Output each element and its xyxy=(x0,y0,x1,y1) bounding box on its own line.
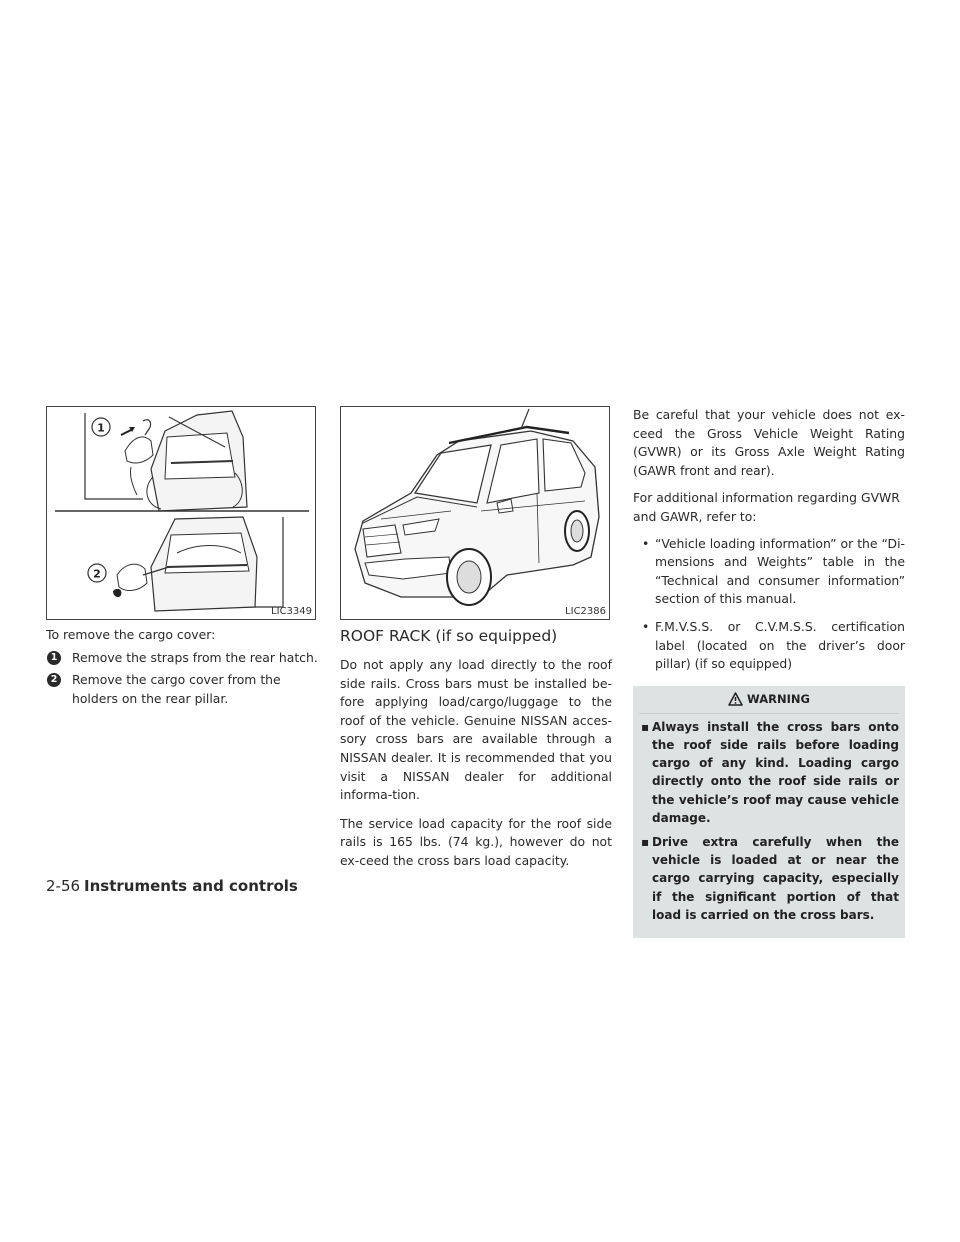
warning-box xyxy=(633,686,905,938)
warning-triangle-icon xyxy=(728,692,743,706)
left-column xyxy=(46,406,318,708)
step-2 xyxy=(46,671,318,708)
middle-column xyxy=(340,406,612,871)
refer-paragraph: For additional information regarding GVWR and GAWR, refer to: xyxy=(633,490,900,524)
right-column xyxy=(633,406,905,938)
step-number-2: 2 xyxy=(47,673,61,687)
warning-list xyxy=(639,713,899,924)
step-2-text: Remove the cargo cover from the holders on the rear pillar. xyxy=(72,672,281,706)
cargo-cover-illustration xyxy=(46,406,316,620)
reference-list xyxy=(633,535,905,674)
warning-header xyxy=(639,690,899,708)
list-item: ▪ Drive extra carefully when the vehicle is loaded at or near the cargo carrying capacity, especially if the significant portion of that load is carried on the cross bars. xyxy=(641,834,899,922)
roof-rack-illustration xyxy=(340,406,610,620)
cargo-cover-drawing xyxy=(47,407,317,621)
step-1 xyxy=(46,649,318,668)
gvwr-paragraph: Be careful that your vehicle does not ex-ceed the Gross Vehicle Weight Rating (GVWR) or its Gross Axle Weight Rating (GAWR front and rear). xyxy=(633,407,905,478)
section-heading: ROOF RACK (if so equipped) xyxy=(340,627,558,645)
page-footer xyxy=(46,877,298,895)
step-1-text: Remove the straps from the rear hatch. xyxy=(72,649,318,665)
roof-rack-paragraph-1: Do not apply any load directly to the roof side rails. Cross bars must be installed be-fore applying load/cargo/luggage to the roof of the vehicle. Genuine NISSAN acces-sory cross bars are available through a NISSAN dealer. It is recommended that you visit a NISSAN dealer for additional informa-tion. xyxy=(340,657,612,803)
roof-rack-paragraph-2: The service load capacity for the roof side rails is 165 lbs. (74 kg.), however do not ex-ceed the cross bars load capacity. xyxy=(340,815,612,868)
list-item: • “Vehicle loading information” or the “Di-mensions and Weights” table in the “Technical and consumer information” section of this manual. xyxy=(642,535,905,607)
callout-2: 2 xyxy=(93,567,101,581)
figure-code: LIC2386 xyxy=(565,606,606,617)
list-item: ▪ Always install the cross bars onto the roof side rails before loading cargo of any kind. Loading cargo directly onto the roof side rails or the vehicle’s roof may cause vehicle damage. xyxy=(641,719,899,825)
list-item: • F.M.V.S.S. or C.V.M.S.S. certification label (located on the driver’s door pillar) (if so equipped) xyxy=(642,618,905,672)
callout-1: 1 xyxy=(97,421,105,435)
page-number: 2-56 xyxy=(46,877,81,895)
warning-title: WARNING xyxy=(747,691,810,706)
cargo-cover-intro: To remove the cargo cover: xyxy=(46,627,216,642)
step-number-1: 1 xyxy=(47,651,61,665)
figure-code: LIC3349 xyxy=(271,606,312,617)
section-name: Instruments and controls xyxy=(84,877,298,895)
suv-drawing xyxy=(341,407,611,621)
